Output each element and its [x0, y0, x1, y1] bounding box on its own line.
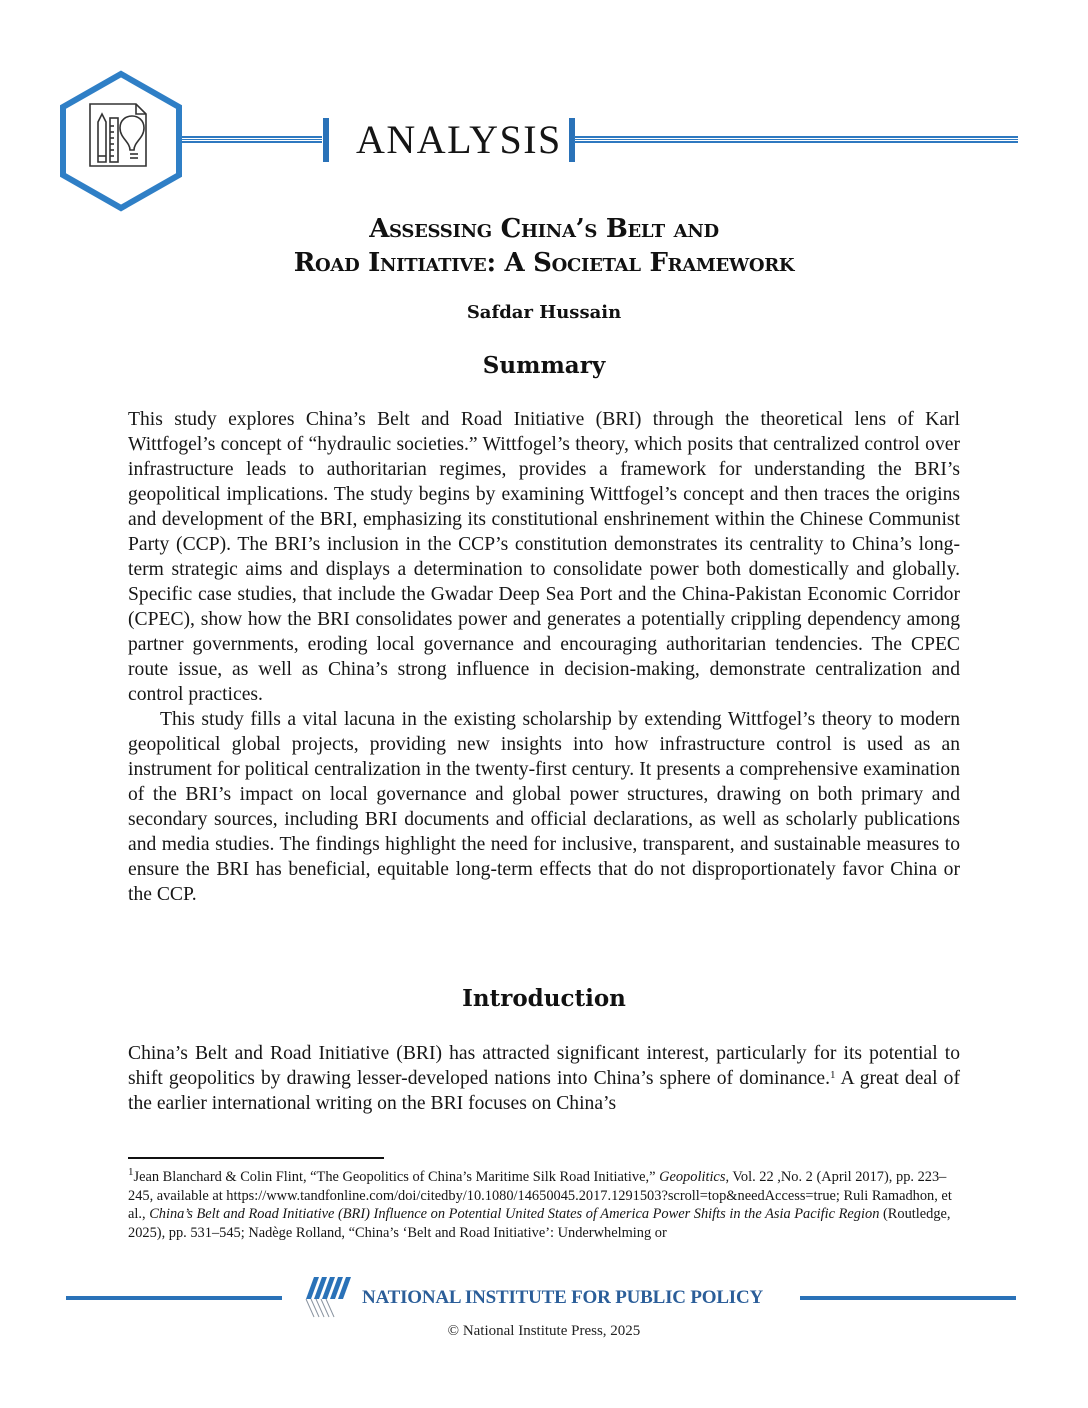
summary-heading: Summary — [482, 352, 606, 379]
copyright: © National Institute Press, 2025 — [447, 1323, 641, 1339]
analysis-logo-icon — [58, 70, 184, 212]
nipp-logo-icon — [302, 1277, 352, 1319]
title-line-1: Assessing China’s Belt and — [369, 214, 719, 244]
header-rule-right — [574, 136, 1018, 142]
footer-rule-left — [66, 1296, 282, 1300]
header-rule-left — [182, 136, 322, 142]
footnote-ref[interactable]: 1 — [830, 1069, 836, 1081]
footnote-separator — [128, 1157, 384, 1159]
title-line-2: Road Initiative: A Societal Framework — [293, 248, 795, 278]
introduction-body — [128, 1041, 960, 1116]
summary-paragraph-1: This study explores China’s Belt and Road Initiative (BRI) through the theoretical lens of Karl Wittfogel’s concept of “hydraulic societies.” Wittfogel’s theory, which posits that centralized control over infrastructure leads to authoritarian regimes, provides a framework for understanding the BRI’s geopolitical implications. The study begins by examining Wittfogel’s concept and then traces the origins and development of the BRI, emphasizing its constitutional enshrinement within the Chinese Communist Party (CCP). The BRI’s inclusion in the CCP’s constitution demonstrates its centrality to China’s long-term strategic aims and displays a determination to consolidate power both domestically and globally. Specific case studies, that include the Gwadar Deep Sea Port and the China-Pakistan Economic Corridor (CPEC), show how the BRI consolidates power and generates a potentially crippling dependency among partner governments, eroding local governance and encouraging authoritarian tendencies. The CPEC route issue, as well as China’s strong influence in decision-making, demonstrate centralization and control practices. — [128, 409, 960, 705]
institute-name: NATIONAL INSTITUTE FOR PUBLIC POLICY — [362, 1287, 764, 1308]
introduction-heading: Introduction — [462, 985, 626, 1012]
footer-rule-right — [800, 1296, 1016, 1300]
summary-paragraph-2: This study fills a vital lacuna in the existing scholarship by extending Wittfogel’s theory to modern geopolitical global projects, providing new insights into how infrastructure control is used as an instrument for political centralization in the twenty-first century. It presents a comprehensive examination of the BRI’s impact on local governance and global power structures, drawing on both primary and secondary sources, including BRI documents and official declarations, as well as scholarly publications and media studies. The findings highlight the need for inclusive, transparent, and sustainable measures to ensure the BRI has beneficial, equitable long-term effects that do not disproportionately favor China or the CCP. — [128, 709, 960, 905]
footnote-1: $^1$Jean Blanchard & Colin Flint, “The Geopolitics of China’s Maritime Silk Road Initiative,” Geopolitics, Vol. 22 ,No. 2 (April 2017), pp. 223–245, available at https://www.tandfonline.com/doi/citedby/10.1080/14650045.2017.1291503?scroll=top&needAccess=true; Ruli Ramadhon, et al., China’s Belt and Road Initiative (BRI) Influence on Potential United States of America Power Shifts in the Asia Pacific Region (Routledge, 2025), pp. 531–545; Nadège Rolland, “China’s ‘Belt and Road Initiative’: Underwhelming or — [128, 1166, 952, 1241]
introduction-paragraph: China’s Belt and Road Initiative (BRI) has attracted significant interest, particularly for its potential to shift geopolitics by drawing lesser-developed nations into China’s sphere of dominance.$^1$ A great deal of the earlier international writing on the BRI focuses on China’s — [128, 1043, 960, 1114]
header-bar-left — [323, 118, 329, 162]
document-title — [0, 212, 1088, 280]
summary-body — [128, 407, 960, 907]
section-label: ANALYSIS — [356, 117, 562, 162]
author-name: Safdar Hussain — [466, 302, 622, 323]
